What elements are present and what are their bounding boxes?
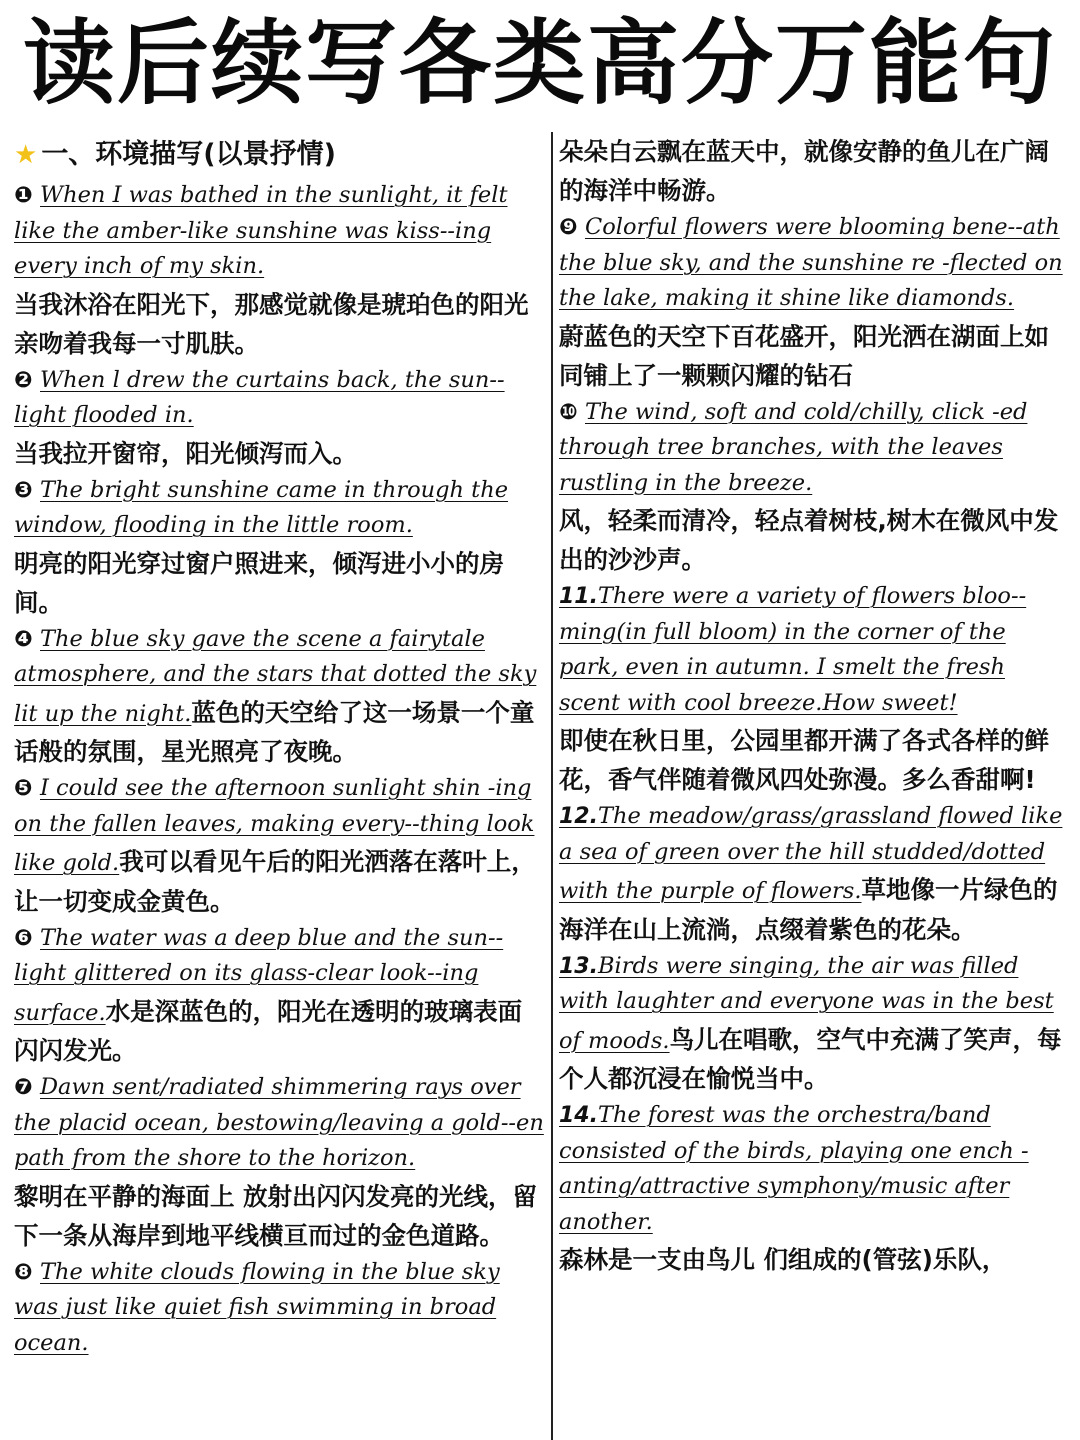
english-sentence: Birds were singing, the air was filled with laughter and everyone was in the best of moods. [559, 952, 1054, 1054]
english-sentence: When l drew the curtains back, the sun--light flooded in. [14, 366, 505, 428]
sentence-entry-11 [559, 579, 1068, 799]
chinese-translation: 明亮的阳光穿过窗户照进来，倾泻进小小的房间。 [14, 548, 504, 617]
entry-number: ❹ [14, 626, 33, 652]
chinese-translation: 当我沐浴在阳光下，那感觉就像是琥珀色的阳光亲吻着我每一寸肌肤。 [14, 289, 529, 358]
chinese-translation-continued: 朵朵白云飘在蓝天中，就像安静的鱼儿在广阔的海洋中畅游。 [559, 137, 1049, 205]
left-column [0, 132, 551, 1440]
sentence-entry-3 [14, 473, 545, 622]
sentence-entry-12 [559, 799, 1068, 949]
sentence-entry-8 [14, 1255, 545, 1362]
sentence-entry-4 [14, 622, 545, 772]
chinese-translation: 当我拉开窗帘，阳光倾泻而入。 [14, 438, 357, 468]
entry-number: ❾ [559, 215, 578, 240]
sentence-entry-6 [14, 921, 545, 1071]
english-sentence: The wind, soft and cold/chilly, click -ed through tree branches, with the leaves rustling in the breeze. [559, 398, 1028, 496]
english-sentence: I could see the afternoon sunlight shin -ing on the fallen leaves, making every--thing look like gold. [14, 775, 535, 876]
entry-number: 11. [559, 584, 598, 609]
sentence-entry-10 [559, 395, 1068, 580]
section-title: 一、环境描写(以景抒情) [41, 139, 336, 170]
column-divider [551, 132, 553, 1440]
entry-number: ❼ [14, 1075, 33, 1100]
chinese-translation: 风，轻柔而清冷，轻点着树枝,树木在微风中发出的沙沙声。 [559, 506, 1059, 574]
star-icon: ★ [14, 140, 38, 170]
entry-number: 12. [559, 804, 598, 829]
english-sentence: The water was a deep blue and the sun--light glittered on its glass-clear look--ing surface. [14, 924, 504, 1026]
english-sentence: Dawn sent/radiated shimmering rays over the placid ocean, bestowing/leaving a gold--en path from the shore to the horizon. [14, 1074, 544, 1171]
chinese-translation: 我可以看见午后的阳光洒落在落叶上，让一切变成金黄色。 [14, 847, 536, 916]
entry-number: ❽ [14, 1259, 33, 1285]
english-sentence: The meadow/grass/grassland flowed like a sea of green over the hill studded/dotted with the purple of flowers. [559, 803, 1063, 904]
entry-number: ❺ [14, 776, 33, 801]
entry-number: ❿ [559, 399, 578, 425]
english-sentence: The white clouds flowing in the blue sky was just like quiet fish swimming in broad ocean. [14, 1258, 500, 1356]
entry-number: ❻ [14, 925, 33, 951]
chinese-translation: 即使在秋日里，公园里都开满了各式各样的鲜花，香气伴随着微风四处弥漫。多么香甜啊! [559, 726, 1049, 794]
right-column [551, 132, 1080, 1440]
entry-number: ❶ [14, 183, 33, 208]
english-sentence: There were a variety of flowers bloo--ming(in full bloom) in the corner of the park, even in autumn. I smelt the fresh scent with cool breeze.How sweet! [559, 583, 1027, 716]
entry-number: ❸ [14, 477, 33, 503]
chinese-translation: 水是深蓝色的，阳光在透明的玻璃表面闪闪发光。 [14, 996, 523, 1065]
chinese-translation: 蔚蓝色的天空下百花盛开，阳光洒在湖面上如同铺上了一颗颗闪耀的钻石 [559, 321, 1049, 390]
sentence-entry-7 [14, 1070, 545, 1255]
entry-number: 14. [559, 1103, 598, 1128]
english-sentence: The forest was the orchestra/band consisted of the birds, playing one ench -anting/attractive symphony/music after another. [559, 1102, 1029, 1235]
sentence-entry-2 [14, 363, 545, 473]
english-sentence: The blue sky gave the scene a fairytale atmosphere, and the stars that dotted the sky lit up the night. [14, 625, 537, 727]
sentence-entry-1 [14, 178, 545, 363]
entry-number: 13. [559, 953, 598, 979]
chinese-translation: 黎明在平静的海面上 放射出闪闪发亮的光线，留下一条从海岸到地平线横亘而过的金色道路。 [14, 1181, 538, 1250]
sentence-entry-13 [559, 949, 1068, 1099]
content-columns [0, 132, 1080, 1440]
chinese-translation: 草地像一片绿色的海洋在山上流淌，点缀着紫色的花朵。 [559, 875, 1058, 944]
english-sentence: When I was bathed in the sunlight, it felt like the amber-like sunshine was kiss--ing every inch of my skin. [14, 182, 508, 279]
entry-number: ❷ [14, 367, 33, 393]
english-sentence: Colorful flowers were blooming bene--ath the blue sky, and the sunshine re -flected on the lake, making it shine like diamonds. [559, 214, 1063, 311]
section-heading [14, 132, 545, 178]
chinese-translation: 蓝色的天空给了这一场景一个童话般的氛围，星光照亮了夜晚。 [14, 697, 535, 766]
chinese-translation: 鸟儿在唱歌，空气中充满了笑声，每个人都沉浸在愉悦当中。 [559, 1024, 1062, 1093]
sentence-entry-9 [559, 210, 1068, 395]
chinese-translation: 森林是一支由鸟儿 们组成的(管弦)乐队， [559, 1245, 1007, 1274]
sentence-entry-14 [559, 1098, 1068, 1279]
english-sentence: The bright sunshine came in through the window, flooding in the little room. [14, 476, 509, 538]
page-title: 读后续写各类高分万能句 [22, 10, 1057, 117]
sentence-entry-5 [14, 771, 545, 921]
